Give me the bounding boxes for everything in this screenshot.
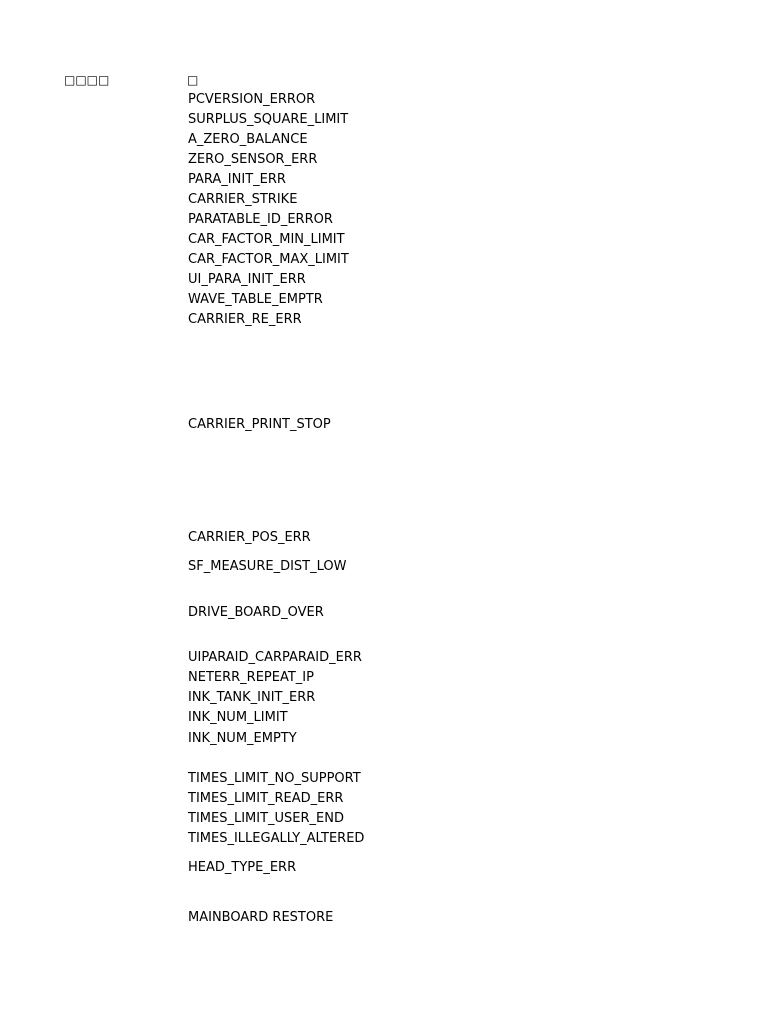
error-code: INK_TANK_INIT_ERR (188, 690, 316, 705)
error-code: CAR_FACTOR_MAX_LIMIT (188, 252, 349, 267)
error-code: WAVE_TABLE_EMPTR (188, 292, 323, 307)
error-code: INK_NUM_EMPTY (188, 731, 297, 746)
error-code: MAINBOARD RESTORE (188, 910, 334, 925)
error-code: INK_NUM_LIMIT (188, 710, 288, 725)
error-code: SURPLUS_SQUARE_LIMIT (188, 112, 349, 127)
error-code: CARRIER_RE_ERR (188, 312, 302, 327)
error-code: CAR_FACTOR_MIN_LIMIT (188, 232, 345, 247)
error-code: TIMES_LIMIT_READ_ERR (188, 791, 344, 806)
header-left-text: □□□□ (64, 73, 110, 87)
error-code: UIPARAID_CARPARAID_ERR (188, 650, 362, 665)
error-code: PCVERSION_ERROR (188, 92, 316, 107)
error-code: DRIVE_BOARD_OVER (188, 605, 324, 620)
error-code: CARRIER_POS_ERR (188, 530, 311, 545)
error-code: PARATABLE_ID_ERROR (188, 212, 333, 227)
error-code: PARA_INIT_ERR (188, 172, 286, 187)
error-code: CARRIER_PRINT_STOP (188, 417, 331, 432)
header-right-text: □ (187, 73, 199, 87)
error-code: A_ZERO_BALANCE (188, 132, 308, 147)
error-code: TIMES_ILLEGALLY_ALTERED (188, 831, 365, 846)
error-code: ZERO_SENSOR_ERR (188, 152, 318, 167)
error-code: CARRIER_STRIKE (188, 192, 298, 207)
error-code: TIMES_LIMIT_NO_SUPPORT (188, 771, 361, 786)
error-code: SF_MEASURE_DIST_LOW (188, 559, 347, 574)
error-code: NETERR_REPEAT_IP (188, 670, 314, 685)
error-code: HEAD_TYPE_ERR (188, 860, 297, 875)
error-code: TIMES_LIMIT_USER_END (188, 811, 344, 826)
error-code: UI_PARA_INIT_ERR (188, 272, 306, 287)
